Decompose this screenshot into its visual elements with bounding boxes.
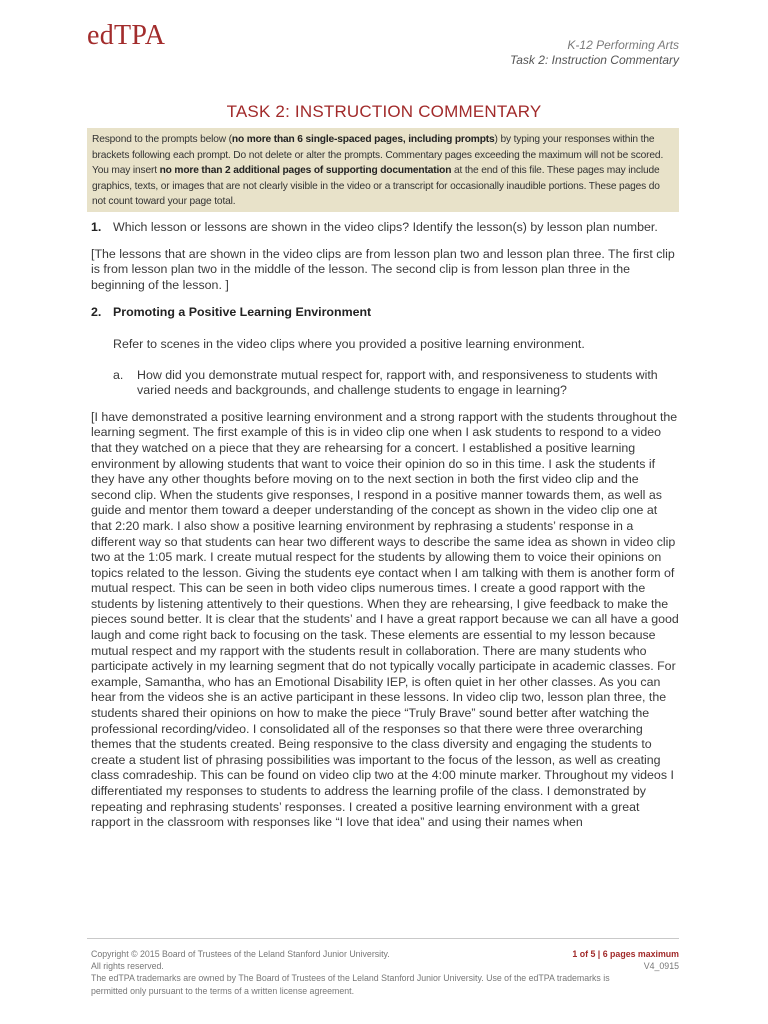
footer-divider (87, 938, 679, 939)
header-info (510, 38, 679, 68)
page-title: TASK 2: INSTRUCTION COMMENTARY (226, 102, 542, 121)
version-code: V4_0915 (643, 961, 679, 972)
footer-page-info (572, 948, 679, 972)
footer-rights: All rights reserved. (91, 961, 164, 972)
program-name: K-12 Performing Arts (567, 38, 679, 52)
prompt-2a-text: How did you demonstrate mutual respect for, rapport with, and responsiveness to students with varied needs and backgrounds, and challenge students to engage in learning? (137, 367, 658, 398)
instr-text-3: at the end of this file. These pages may include graphics, texts, or images that are not clearly visible in the video or a transcript for occasionally inaudible portions. These pages do not count toward your page total. (92, 165, 660, 208)
instr-text-1: Respond to the prompts below ( (92, 134, 232, 145)
prompt-2-number: 2. (91, 305, 102, 320)
footer-trademark-2: permitted only pursuant to the terms of a written license agreement. (91, 985, 355, 996)
page-count: 1 of 5 | 6 pages maximum (572, 949, 679, 959)
footer-legal (91, 948, 651, 997)
footer-trademark-1: The edTPA trademarks are owned by The Board of Trustees of the Leland Stanford Junior University. Use of the edTPA trademarks is (91, 973, 610, 984)
instructions-box (87, 128, 679, 212)
response-1: [The lessons that are shown in the video clips are from lesson plan two and lesson plan three. The first clip is from lesson plan two in the middle of the lesson. The second clip is from lesson plan three in the beginning of the lesson. ] (91, 246, 675, 292)
prompt-2 (91, 305, 679, 321)
prompt-2-intro: Refer to scenes in the video clips where you provided a positive learning environment. (113, 336, 585, 351)
task-name: Task 2: Instruction Commentary (510, 53, 679, 67)
instr-bold-1: no more than 6 single-spaced pages, including prompts (231, 134, 495, 145)
footer-copyright: Copyright © 2015 Board of Trustees of the Leland Stanford Junior University. (91, 949, 390, 959)
prompt-2a-letter: a. (113, 367, 124, 382)
prompt-2-heading: Promoting a Positive Learning Environment (113, 305, 372, 320)
prompt-2a (91, 368, 679, 399)
prompt-1-text: Which lesson or lessons are shown in the video clips? Identify the lesson(s) by lesson plan number. (113, 220, 658, 234)
edtpa-logo: edTPA (87, 20, 166, 51)
instr-bold-2: no more than 2 additional pages of supporting documentation (159, 165, 452, 177)
prompt-1-number: 1. (91, 220, 102, 234)
commentary-body (91, 220, 679, 831)
instr-text-2: ) by typing your responses within the brackets following each prompt. Do not delete or alter the prompts. Commentary pages exceeding the maximum will not be scored. You may insert (92, 134, 664, 177)
response-2a: [I have demonstrated a positive learning environment and a strong rapport with the students throughout the learning segment. The first example of this is in video clip one when I ask students to respond to a video that they watched on a piece that they are rehearsing for a concert. I established a positive learning environment by allowing students that want to voice their opinion do so in this time. I ask the students if they have any other thoughts before moving on to the next section in both the first video clip and the second clip. When the students give responses, I respond in a positive manner towards them, as well as guide and mentor them toward a deeper understanding of the concept as shown in the video clip one at that 2:20 mark. I also show a positive learning environment by rephrasing a students’ response in a different way so that students can hear two different ways to describe the same idea as shown in video clip two at the 1:05 mark. I create mutual respect for the students by allowing them to voice their opinions on topics related to the lesson. Giving the students eye contact when I am talking with them is another form of mutual respect. This can be seen in both video clips numerous times. I create a good rapport with the students by listening attentively to their questions. When they are rehearsing, I give feedback to make the pieces sound better. It is clear that the students’ and I have a great rapport because we can all have a good laugh and come right back to focusing on the task. These elements are essential to my lesson because mutual respect and my rapport with the students result in collaboration. There are many students who participate actively in my learning segment that do not typically vocally participate in academic classes. For example, Samantha, who has an Emotional Disability IEP, is often quiet in her other classes. As you can hear from the videos she is an active participant in these lessons. In video clip two, lesson plan three, the students shared their opinions on how to make the piece “Truly Brave” sound better after watching the professional recording/video. I consolidated all of the responses so that there were three overarching themes that the students created. Being responsive to the class diversity and engaging the students to create a student list of phrasing possibilities was important to the focus of the lesson, as well as creating class comradeship. This can be found on video clip two at the 4:00 minute marker. Throughout my videos I differentiated my responses to students to address the learning profile of the class. I demonstrated by repeating and rephrasing students’ responses. I created a positive learning environment with a great rapport in the classroom with responses like “I love that idea” and using their names when (91, 409, 679, 830)
prompt-1 (91, 220, 679, 236)
